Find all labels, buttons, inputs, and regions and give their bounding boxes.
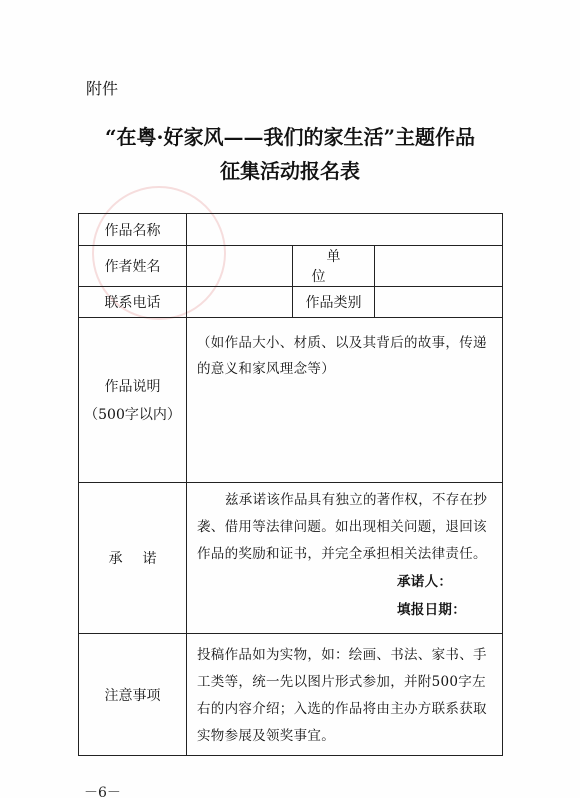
category-label: 作品类别 (293, 287, 375, 318)
description-label-cell (79, 318, 187, 483)
page-number: －6－ (84, 785, 121, 801)
row-promise (79, 483, 503, 634)
notice-text: 投稿作品如为实物，如：绘画、书法、家书、手工类等，统一先以图片形式参加，并附500字左右的内容介绍；入选的作品将由主办方联系获取实物参展及领奖事宜。 (187, 634, 503, 756)
description-label: 作品说明 (104, 379, 161, 395)
work-name-label: 作品名称 (79, 214, 187, 246)
author-name-field[interactable] (187, 246, 293, 287)
document-title (0, 120, 580, 188)
promise-text: 兹承诺该作品具有独立的著作权，不存在抄袭、借用等法律问题。如出现相关问题，退回该作品的奖励和证书，并完全承担相关法律责任。 (197, 492, 488, 562)
description-sublabel: （500字以内） (84, 407, 181, 423)
row-author (79, 246, 503, 287)
category-field[interactable] (375, 287, 503, 318)
promise-cell (187, 483, 503, 634)
promise-label-cell (79, 483, 187, 634)
unit-label: 单位 (293, 246, 375, 287)
promiser-label: 承诺人： (397, 574, 453, 590)
title-line-1: “在粤·好家风——我们的家生活”主题作品 (105, 125, 475, 149)
unit-field[interactable] (375, 246, 503, 287)
date-label: 填报日期： (397, 602, 466, 618)
registration-form-table (78, 213, 503, 756)
row-notice (79, 634, 503, 756)
work-name-field[interactable] (187, 214, 503, 246)
row-phone (79, 287, 503, 318)
attachment-label: 附件 (86, 79, 119, 98)
phone-field[interactable] (187, 287, 293, 318)
description-field[interactable]: （如作品大小、材质、以及其背后的故事，传递的意义和家风理念等） (187, 318, 503, 483)
row-description (79, 318, 503, 483)
row-work-name (79, 214, 503, 246)
title-line-2: 征集活动报名表 (220, 159, 360, 183)
author-name-label: 作者姓名 (79, 246, 187, 287)
notice-label: 注意事项 (79, 634, 187, 756)
promise-label: 承诺 (108, 551, 177, 567)
phone-label: 联系电话 (79, 287, 187, 318)
